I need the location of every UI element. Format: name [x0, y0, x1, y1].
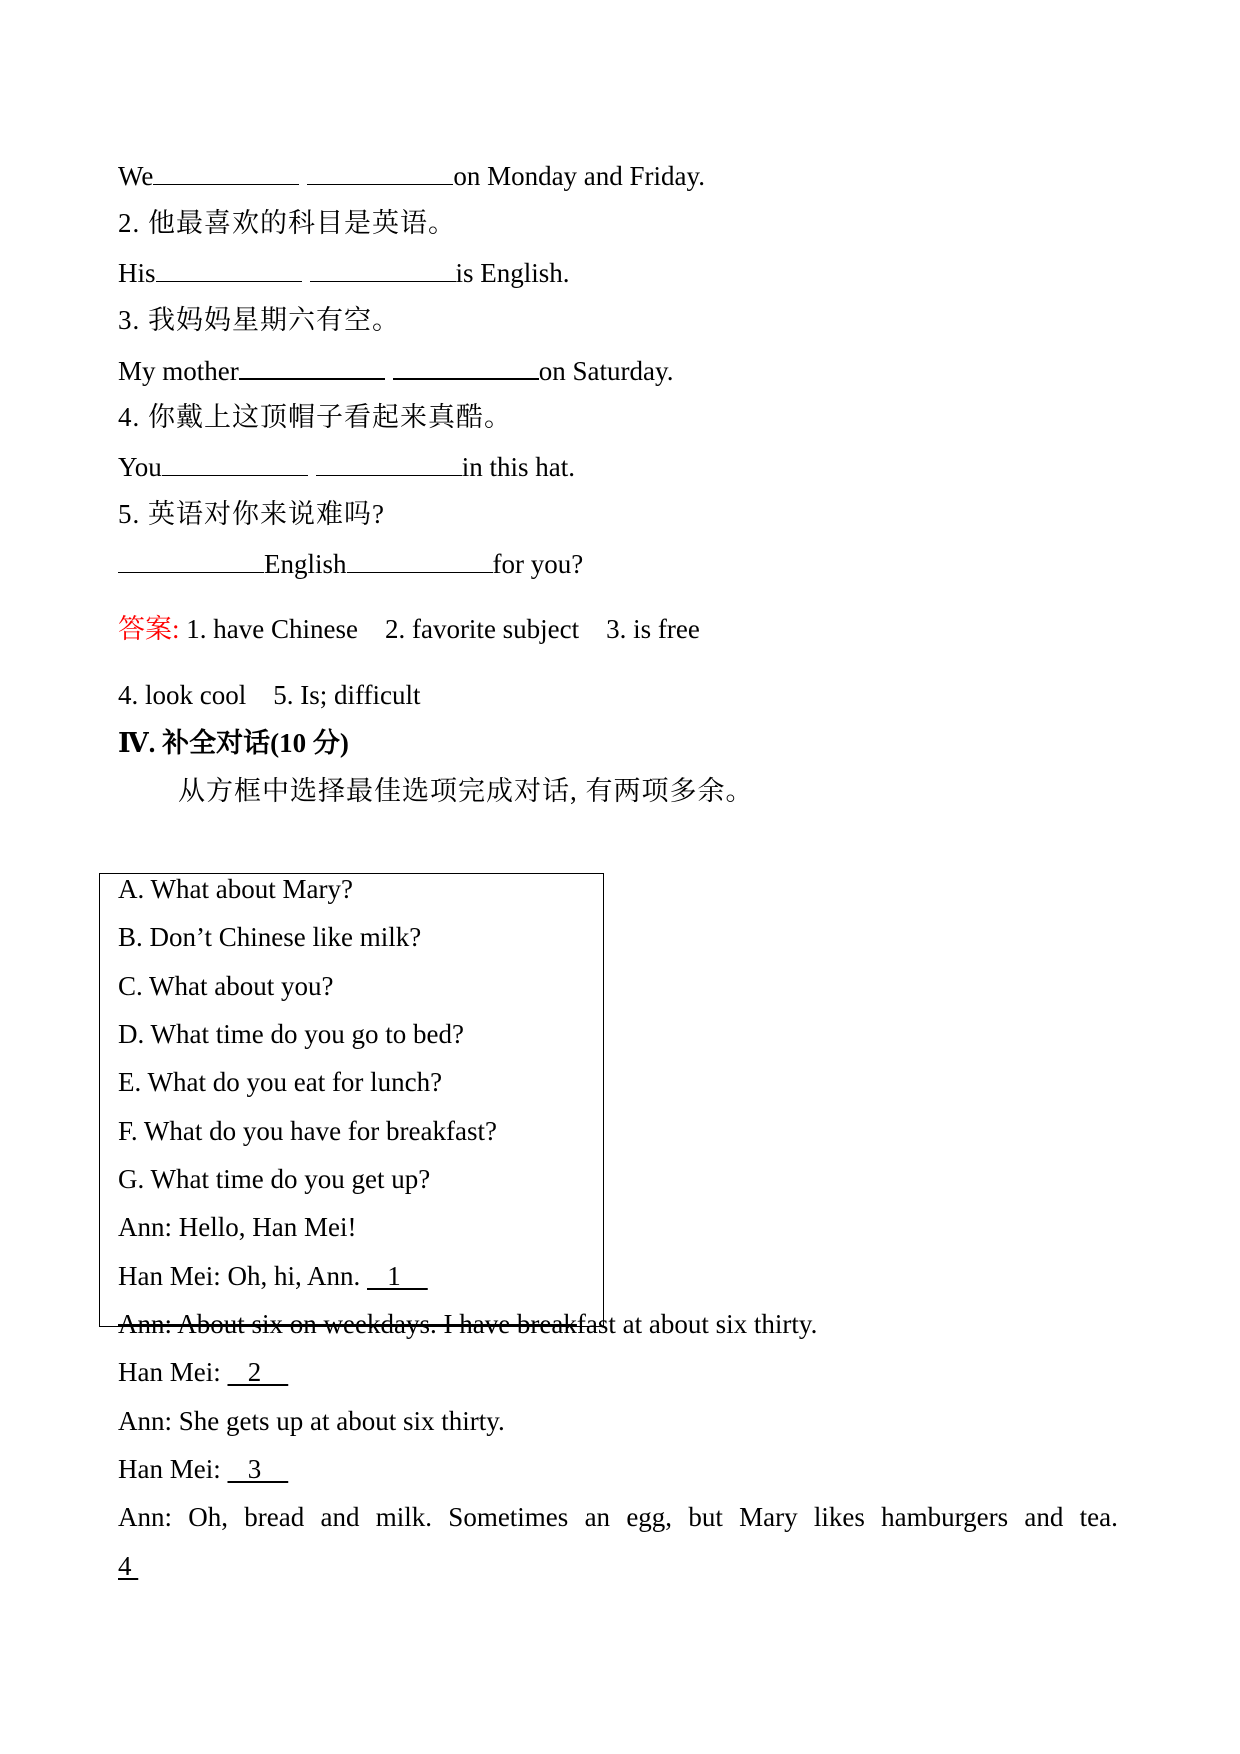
- answer-line-2: 4. look cool 5. Is; difficult: [118, 680, 421, 710]
- fill-line-1-prefix: We: [118, 161, 154, 191]
- question-3-chinese: 3. 我妈妈星期六有空。: [118, 305, 400, 335]
- dialogue-line-3: [118, 1307, 817, 1341]
- answer-blank[interactable]: [307, 158, 453, 185]
- option-f: F. What do you have for breakfast?: [118, 1116, 497, 1146]
- dialogue-word: bread: [244, 1502, 305, 1532]
- question-2-suffix: is English.: [455, 258, 570, 288]
- dialogue-speaker-text: Han Mei:: [118, 1454, 228, 1484]
- answer-line-1: [118, 612, 700, 646]
- question-3-english: [118, 352, 673, 388]
- dialogue-line-2: [118, 1259, 428, 1293]
- question-2-english: [118, 255, 570, 290]
- option-a: A. What about Mary?: [118, 874, 353, 904]
- question-5-chinese: 5. 英语对你来说难吗?: [118, 499, 385, 529]
- question-2-chinese: 2. 他最喜欢的科目是英语。: [118, 208, 456, 238]
- answer-blank[interactable]: [156, 255, 302, 282]
- answer-blank[interactable]: [153, 158, 299, 185]
- question-4-prefix: You: [118, 452, 162, 482]
- answer-blank[interactable]: [239, 352, 385, 380]
- section-4-title: Ⅳ. 补全对话(10 分): [118, 728, 349, 758]
- option-e: E. What do you eat for lunch?: [118, 1067, 443, 1097]
- question-5-suffix: for you?: [492, 549, 584, 579]
- option-g: G. What time do you get up?: [118, 1164, 431, 1194]
- dialogue-struck-text: Ann: About six on weekdays. I have break: [118, 1309, 577, 1339]
- answer-label: 答案:: [118, 614, 180, 644]
- answer-blank[interactable]: [347, 546, 493, 573]
- dialogue-line-6: [118, 1452, 288, 1486]
- question-5-english: [118, 546, 583, 581]
- dialogue-line-8: [118, 1549, 138, 1583]
- dialogue-word: egg,: [626, 1502, 673, 1532]
- dialogue-line-5: Ann: She gets up at about six thirty.: [118, 1406, 505, 1436]
- dialogue-speaker-text: Han Mei: Oh, hi, Ann.: [118, 1261, 367, 1291]
- dialogue-line-4: [118, 1355, 288, 1389]
- question-2-prefix: His: [118, 258, 156, 288]
- answer-blank[interactable]: [316, 449, 462, 476]
- dialogue-blank-3[interactable]: 3: [227, 1454, 289, 1484]
- answer-blank[interactable]: [118, 546, 264, 573]
- dialogue-speaker-text: Han Mei:: [118, 1357, 228, 1387]
- question-3-prefix: My mother: [118, 356, 239, 386]
- dialogue-word: Mary: [739, 1502, 798, 1532]
- answer-blank[interactable]: [393, 352, 539, 380]
- dialogue-word: Ann:: [118, 1502, 172, 1532]
- question-5-middle: English: [264, 549, 347, 579]
- dialogue-blank-1[interactable]: 1: [367, 1261, 428, 1291]
- dialogue-line-1: Ann: Hello, Han Mei!: [118, 1212, 357, 1242]
- dialogue-word: an: [584, 1502, 611, 1532]
- option-c: C. What about you?: [118, 971, 334, 1001]
- question-4-suffix: in this hat.: [461, 452, 576, 482]
- dialogue-word: likes: [813, 1502, 865, 1532]
- dialogue-word: and: [1024, 1502, 1064, 1532]
- question-4-chinese: 4. 你戴上这顶帽子看起来真酷。: [118, 402, 512, 432]
- fill-line-1: [118, 158, 705, 193]
- dialogue-word: tea.: [1079, 1502, 1118, 1532]
- dialogue-word: hamburgers: [881, 1502, 1009, 1532]
- option-d: D. What time do you go to bed?: [118, 1019, 464, 1049]
- dialogue-word: Sometimes: [448, 1502, 569, 1532]
- dialogue-line-7: [118, 1500, 1118, 1534]
- question-3-suffix: on Saturday.: [538, 356, 674, 386]
- dialogue-word: milk.: [375, 1502, 433, 1532]
- fill-line-1-suffix: on Monday and Friday.: [453, 161, 706, 191]
- dialogue-word: and: [320, 1502, 360, 1532]
- dialogue-blank-4[interactable]: 4: [118, 1551, 139, 1581]
- answer-blank[interactable]: [162, 449, 308, 476]
- answer-text-1: 1. have Chinese 2. favorite subject 3. is free: [179, 614, 700, 644]
- dialogue-blank-2[interactable]: 2: [227, 1357, 289, 1387]
- answer-blank[interactable]: [310, 255, 456, 282]
- question-4-english: [118, 449, 575, 484]
- dialogue-word: but: [688, 1502, 723, 1532]
- option-b: B. Don’t Chinese like milk?: [118, 922, 422, 952]
- section-4-instruction: 从方框中选择最佳选项完成对话, 有两项多余。: [178, 776, 754, 806]
- dialogue-text: fast at about six thirty.: [576, 1309, 818, 1339]
- dialogue-word: Oh,: [188, 1502, 229, 1532]
